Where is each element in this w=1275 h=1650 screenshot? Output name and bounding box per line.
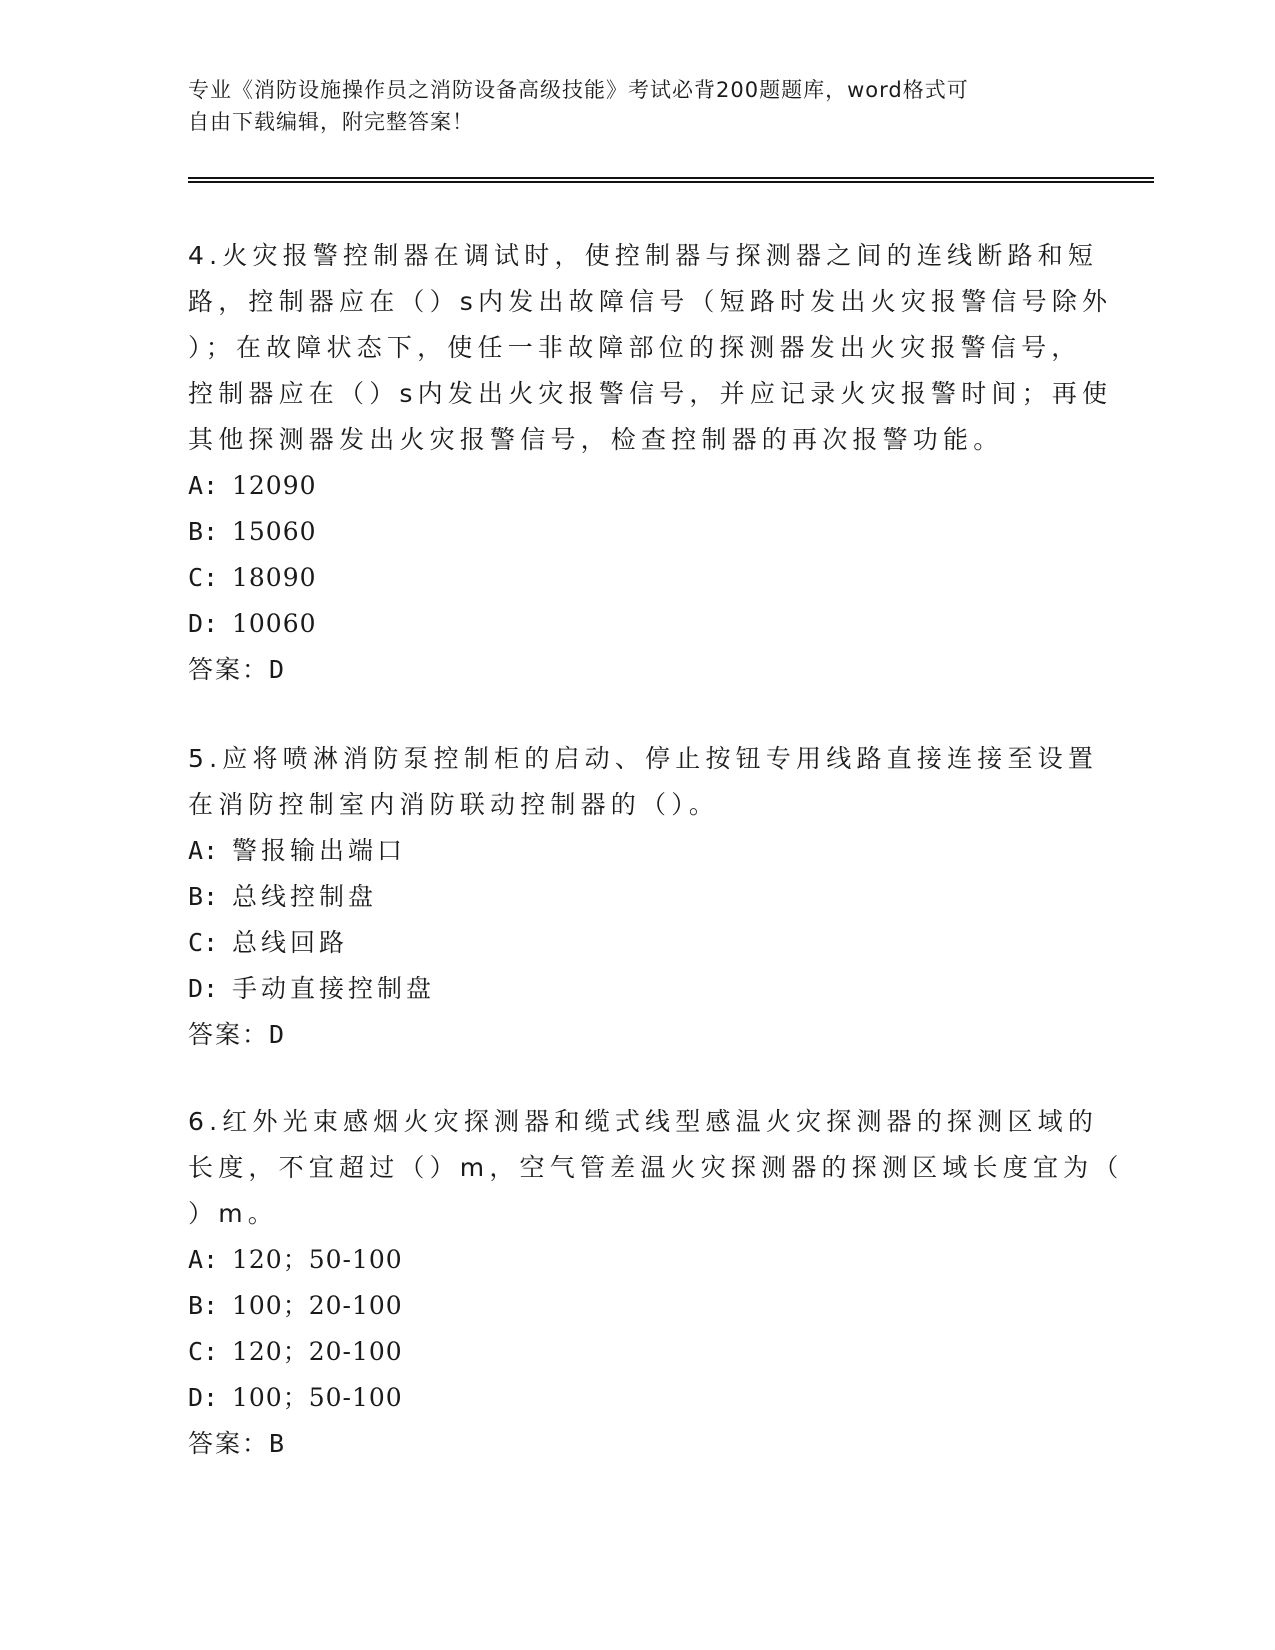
option-text: 18090 xyxy=(232,563,317,592)
option-label: A: xyxy=(188,836,219,865)
answer-line xyxy=(188,647,1088,693)
option-text: 总线回路 xyxy=(232,928,349,957)
option-text: 10060 xyxy=(232,609,317,638)
question-line: 控制器应在（）s内发出火灾报警信号，并应记录火灾报警时间；再使 xyxy=(188,379,1113,408)
header-line-2: 自由下载编辑，附完整答案！ xyxy=(188,110,474,134)
answer-value: D xyxy=(269,1020,285,1049)
option-label: D: xyxy=(188,609,219,638)
option-label: C: xyxy=(188,1337,219,1366)
option-c xyxy=(188,555,1088,601)
option-text: 100；50-100 xyxy=(232,1383,403,1412)
option-text: 12090 xyxy=(232,471,317,500)
question-line: 其他探测器发出火灾报警信号，检查控制器的再次报警功能。 xyxy=(188,425,1004,454)
option-a xyxy=(188,463,1088,509)
question-line: 6.红外光束感烟火灾探测器和缆式线型感温火灾探测器的探测区域的 xyxy=(188,1107,1099,1136)
option-d xyxy=(188,966,1088,1012)
document-header xyxy=(188,74,1068,138)
option-text: 警报输出端口 xyxy=(232,836,407,865)
question-line: 5.应将喷淋消防泵控制柜的启动、停止按钮专用线路直接连接至设置 xyxy=(188,744,1099,773)
header-line-1: 专业《消防设施操作员之消防设备高级技能》考试必背200题题库，word格式可 xyxy=(188,78,969,102)
answer-label: 答案： xyxy=(188,655,270,684)
question-line: 在消防控制室内消防联动控制器的（）。 xyxy=(188,790,720,819)
option-a xyxy=(188,828,1088,874)
header-divider-top xyxy=(188,177,1154,179)
option-c xyxy=(188,920,1088,966)
header-divider-bottom xyxy=(188,181,1154,183)
option-d xyxy=(188,1375,1088,1421)
option-b xyxy=(188,1283,1088,1329)
option-label: D: xyxy=(188,1383,219,1412)
option-text: 总线控制盘 xyxy=(232,882,378,911)
option-text: 120；50-100 xyxy=(232,1245,403,1274)
question-4 xyxy=(188,233,1113,693)
answer-line xyxy=(188,1421,1088,1467)
option-label: D: xyxy=(188,974,219,1003)
question-line: ）；在故障状态下，使任一非故障部位的探测器发出火灾报警信号， xyxy=(188,333,1082,362)
answer-line xyxy=(188,1012,1088,1058)
option-d xyxy=(188,601,1088,647)
option-label: C: xyxy=(188,928,219,957)
answer-value: B xyxy=(269,1429,285,1458)
option-text: 100；20-100 xyxy=(232,1291,403,1320)
option-b xyxy=(188,874,1088,920)
question-line: 4.火灾报警控制器在调试时，使控制器与探测器之间的连线断路和短 xyxy=(188,241,1099,270)
question-line: ）m。 xyxy=(188,1199,278,1228)
question-6 xyxy=(188,1099,1124,1467)
answer-label: 答案： xyxy=(188,1429,270,1458)
option-label: B: xyxy=(188,517,219,546)
question-line: 长度，不宜超过（）m，空气管差温火灾探测器的探测区域长度宜为（ xyxy=(188,1153,1124,1182)
answer-value: D xyxy=(269,655,285,684)
option-text: 15060 xyxy=(232,517,317,546)
question-text xyxy=(188,736,1099,828)
option-text: 120；20-100 xyxy=(232,1337,403,1366)
answer-label: 答案： xyxy=(188,1020,270,1049)
option-label: B: xyxy=(188,1291,219,1320)
option-c xyxy=(188,1329,1088,1375)
option-label: B: xyxy=(188,882,219,911)
option-label: A: xyxy=(188,1245,219,1274)
question-line: 路，控制器应在（）s内发出故障信号（短路时发出火灾报警信号除外 xyxy=(188,287,1113,316)
option-label: C: xyxy=(188,563,219,592)
question-text xyxy=(188,1099,1124,1237)
option-a xyxy=(188,1237,1088,1283)
question-5 xyxy=(188,736,1099,1058)
option-label: A: xyxy=(188,471,219,500)
option-b xyxy=(188,509,1088,555)
option-text: 手动直接控制盘 xyxy=(232,974,436,1003)
question-text xyxy=(188,233,1113,463)
